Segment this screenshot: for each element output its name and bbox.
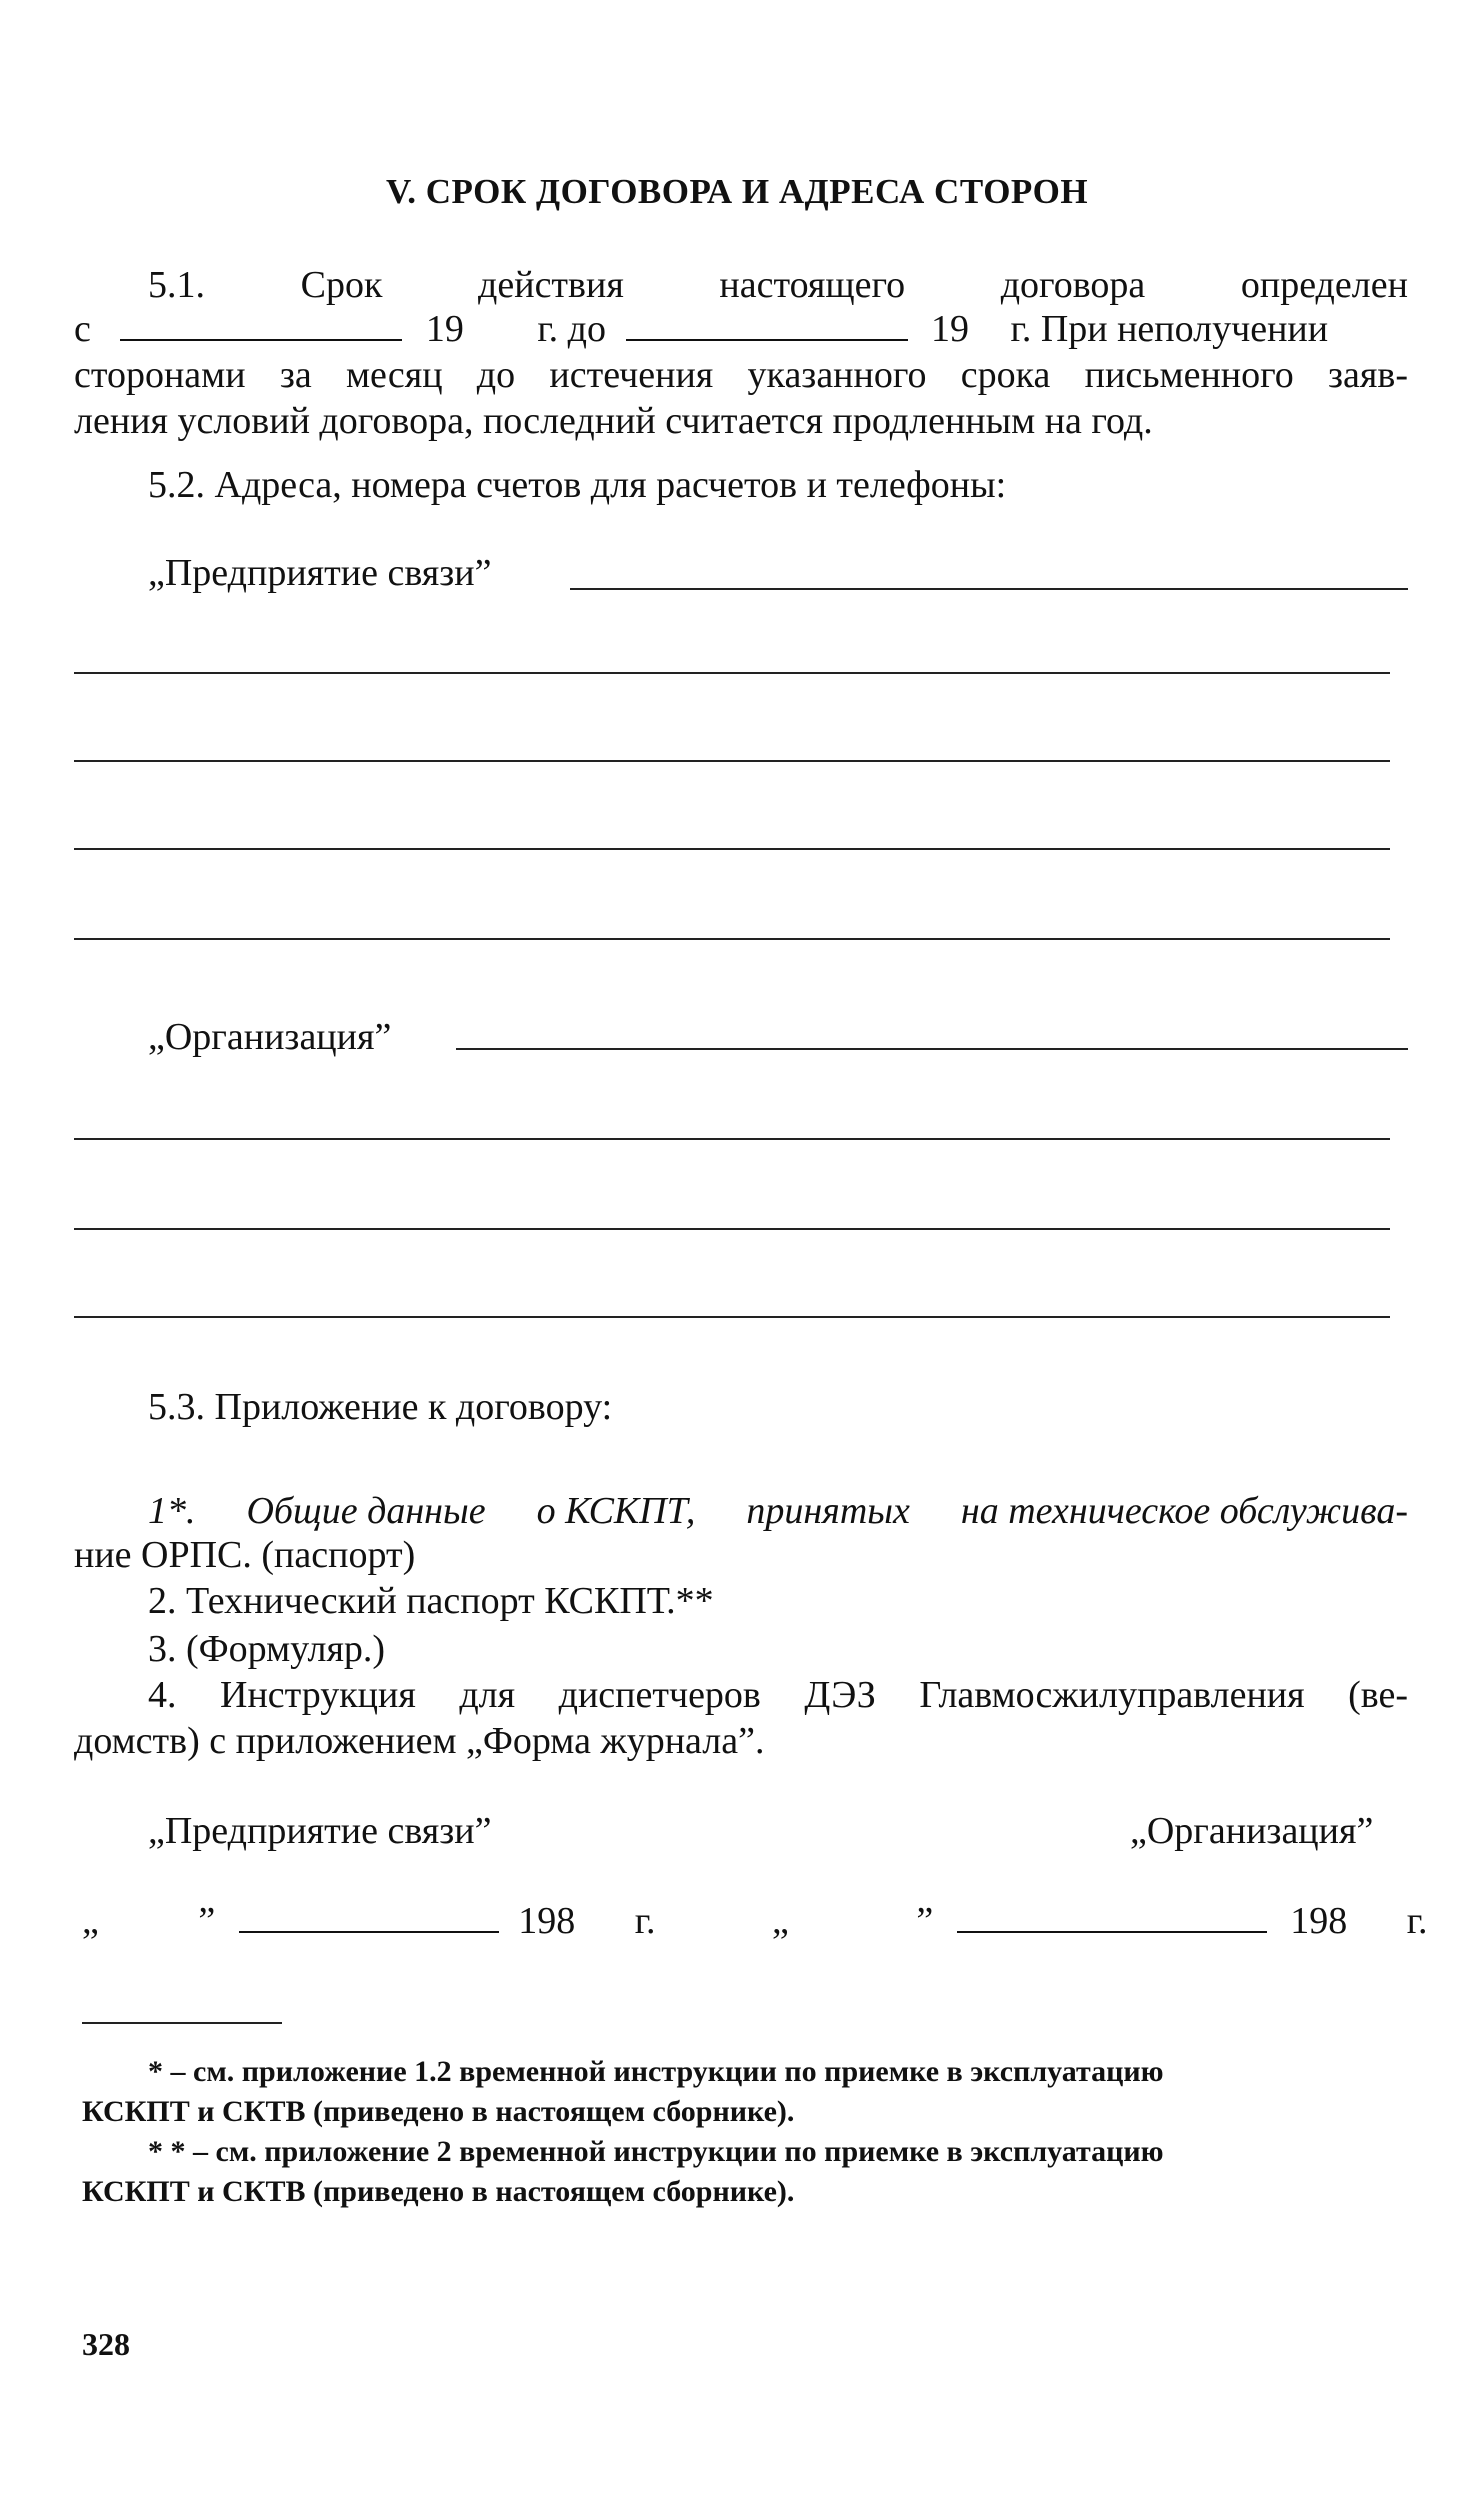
attachment-1-line-2: ние ОРПС. (паспорт): [74, 1534, 416, 1576]
text-g-do: г. до: [537, 308, 607, 350]
right-date-blank[interactable]: [957, 1901, 1267, 1933]
label-communication-enterprise: „Предприятие связи”: [148, 552, 492, 594]
attachment-1-line-1: [148, 1488, 1408, 1534]
end-date-blank[interactable]: [626, 309, 908, 341]
org-address-line-2[interactable]: [74, 1228, 1390, 1230]
attachment-text: принятых: [746, 1490, 910, 1532]
clause-number: 5.1.: [148, 264, 205, 306]
communication-enterprise-line[interactable]: [570, 588, 1408, 590]
footnote-1-line-2: КСКПТ и СКТВ (приведено в настоящем сборнике).: [82, 2095, 795, 2128]
close-quote: ”: [916, 1900, 934, 1942]
attachment-4-line-1: 4. Инструкция для диспетчеров ДЭЗ Главмосжилуправления (ве-: [148, 1674, 1408, 1716]
clause-5-3: 5.3. Приложение к договору:: [148, 1386, 613, 1428]
page-number: 328: [82, 2326, 130, 2362]
open-quote: „: [82, 1900, 99, 1942]
year-suffix: г.: [1406, 1900, 1428, 1942]
word: договора: [1000, 264, 1146, 306]
word: определен: [1240, 264, 1408, 306]
footnote-2-line-2: КСКПТ и СКТВ (приведено в настоящем сборнике).: [82, 2175, 795, 2208]
signature-left-label: „Предприятие связи”: [148, 1810, 492, 1852]
year: 198: [518, 1900, 576, 1942]
text-tail: г. При неполучении: [1010, 308, 1329, 350]
address-line-1[interactable]: [74, 672, 1390, 674]
clause-5-2: 5.2. Адреса, номера счетов для расчетов и телефоны:: [148, 464, 1007, 506]
address-line-3[interactable]: [74, 848, 1390, 850]
word: действия: [478, 264, 624, 306]
attachment-text: на техническое обслужива-: [960, 1490, 1408, 1532]
org-address-line-1[interactable]: [74, 1138, 1390, 1140]
attachment-number: 1*.: [148, 1490, 196, 1532]
word: настоящего: [719, 264, 906, 306]
start-date-blank[interactable]: [120, 309, 402, 341]
clause-5-1-line-3: сторонами за месяц до истечения указанного срока письменного заяв-: [74, 354, 1408, 396]
close-quote: ”: [198, 1900, 216, 1942]
footnote-2-line-1: * * – см. приложение 2 временной инструкции по приемке в эксплуатацию: [148, 2135, 1164, 2168]
year: 198: [1290, 1900, 1348, 1942]
clause-5-1-line-4: ления условий договора, последний считается продленным на год.: [74, 400, 1153, 442]
text-19: 19: [931, 308, 970, 350]
signature-right-date: [772, 1898, 1428, 1944]
signature-left-date: [82, 1898, 656, 1944]
word: Срок: [300, 264, 383, 306]
attachment-4-line-2: домств) с приложением „Форма журнала”.: [74, 1720, 765, 1762]
footnote-1-line-1: * – см. приложение 1.2 временной инструкции по приемке в эксплуатацию: [148, 2055, 1164, 2088]
attachment-text: о КСКПТ,: [536, 1490, 696, 1532]
org-address-line-3[interactable]: [74, 1316, 1390, 1318]
address-line-2[interactable]: [74, 760, 1390, 762]
left-date-blank[interactable]: [239, 1901, 499, 1933]
address-line-4[interactable]: [74, 938, 1390, 940]
attachment-2: 2. Технический паспорт КСКПТ.**: [148, 1580, 714, 1622]
open-quote: „: [772, 1900, 789, 1942]
text-from: с: [74, 308, 91, 350]
clause-5-1-line-2: [74, 306, 1408, 352]
label-organization: „Организация”: [148, 1016, 392, 1058]
organization-line[interactable]: [456, 1048, 1408, 1050]
footnote-separator: [82, 2022, 282, 2024]
clause-5-1-line-1: [148, 262, 1408, 308]
text-19: 19: [425, 308, 464, 350]
attachment-text: Общие данные: [246, 1490, 486, 1532]
signature-right-label: „Организация”: [1130, 1810, 1374, 1852]
section-heading: V. СРОК ДОГОВОРА И АДРЕСА СТОРОН: [385, 172, 1089, 211]
attachment-3: 3. (Формуляр.): [148, 1628, 386, 1670]
year-suffix: г.: [634, 1900, 656, 1942]
